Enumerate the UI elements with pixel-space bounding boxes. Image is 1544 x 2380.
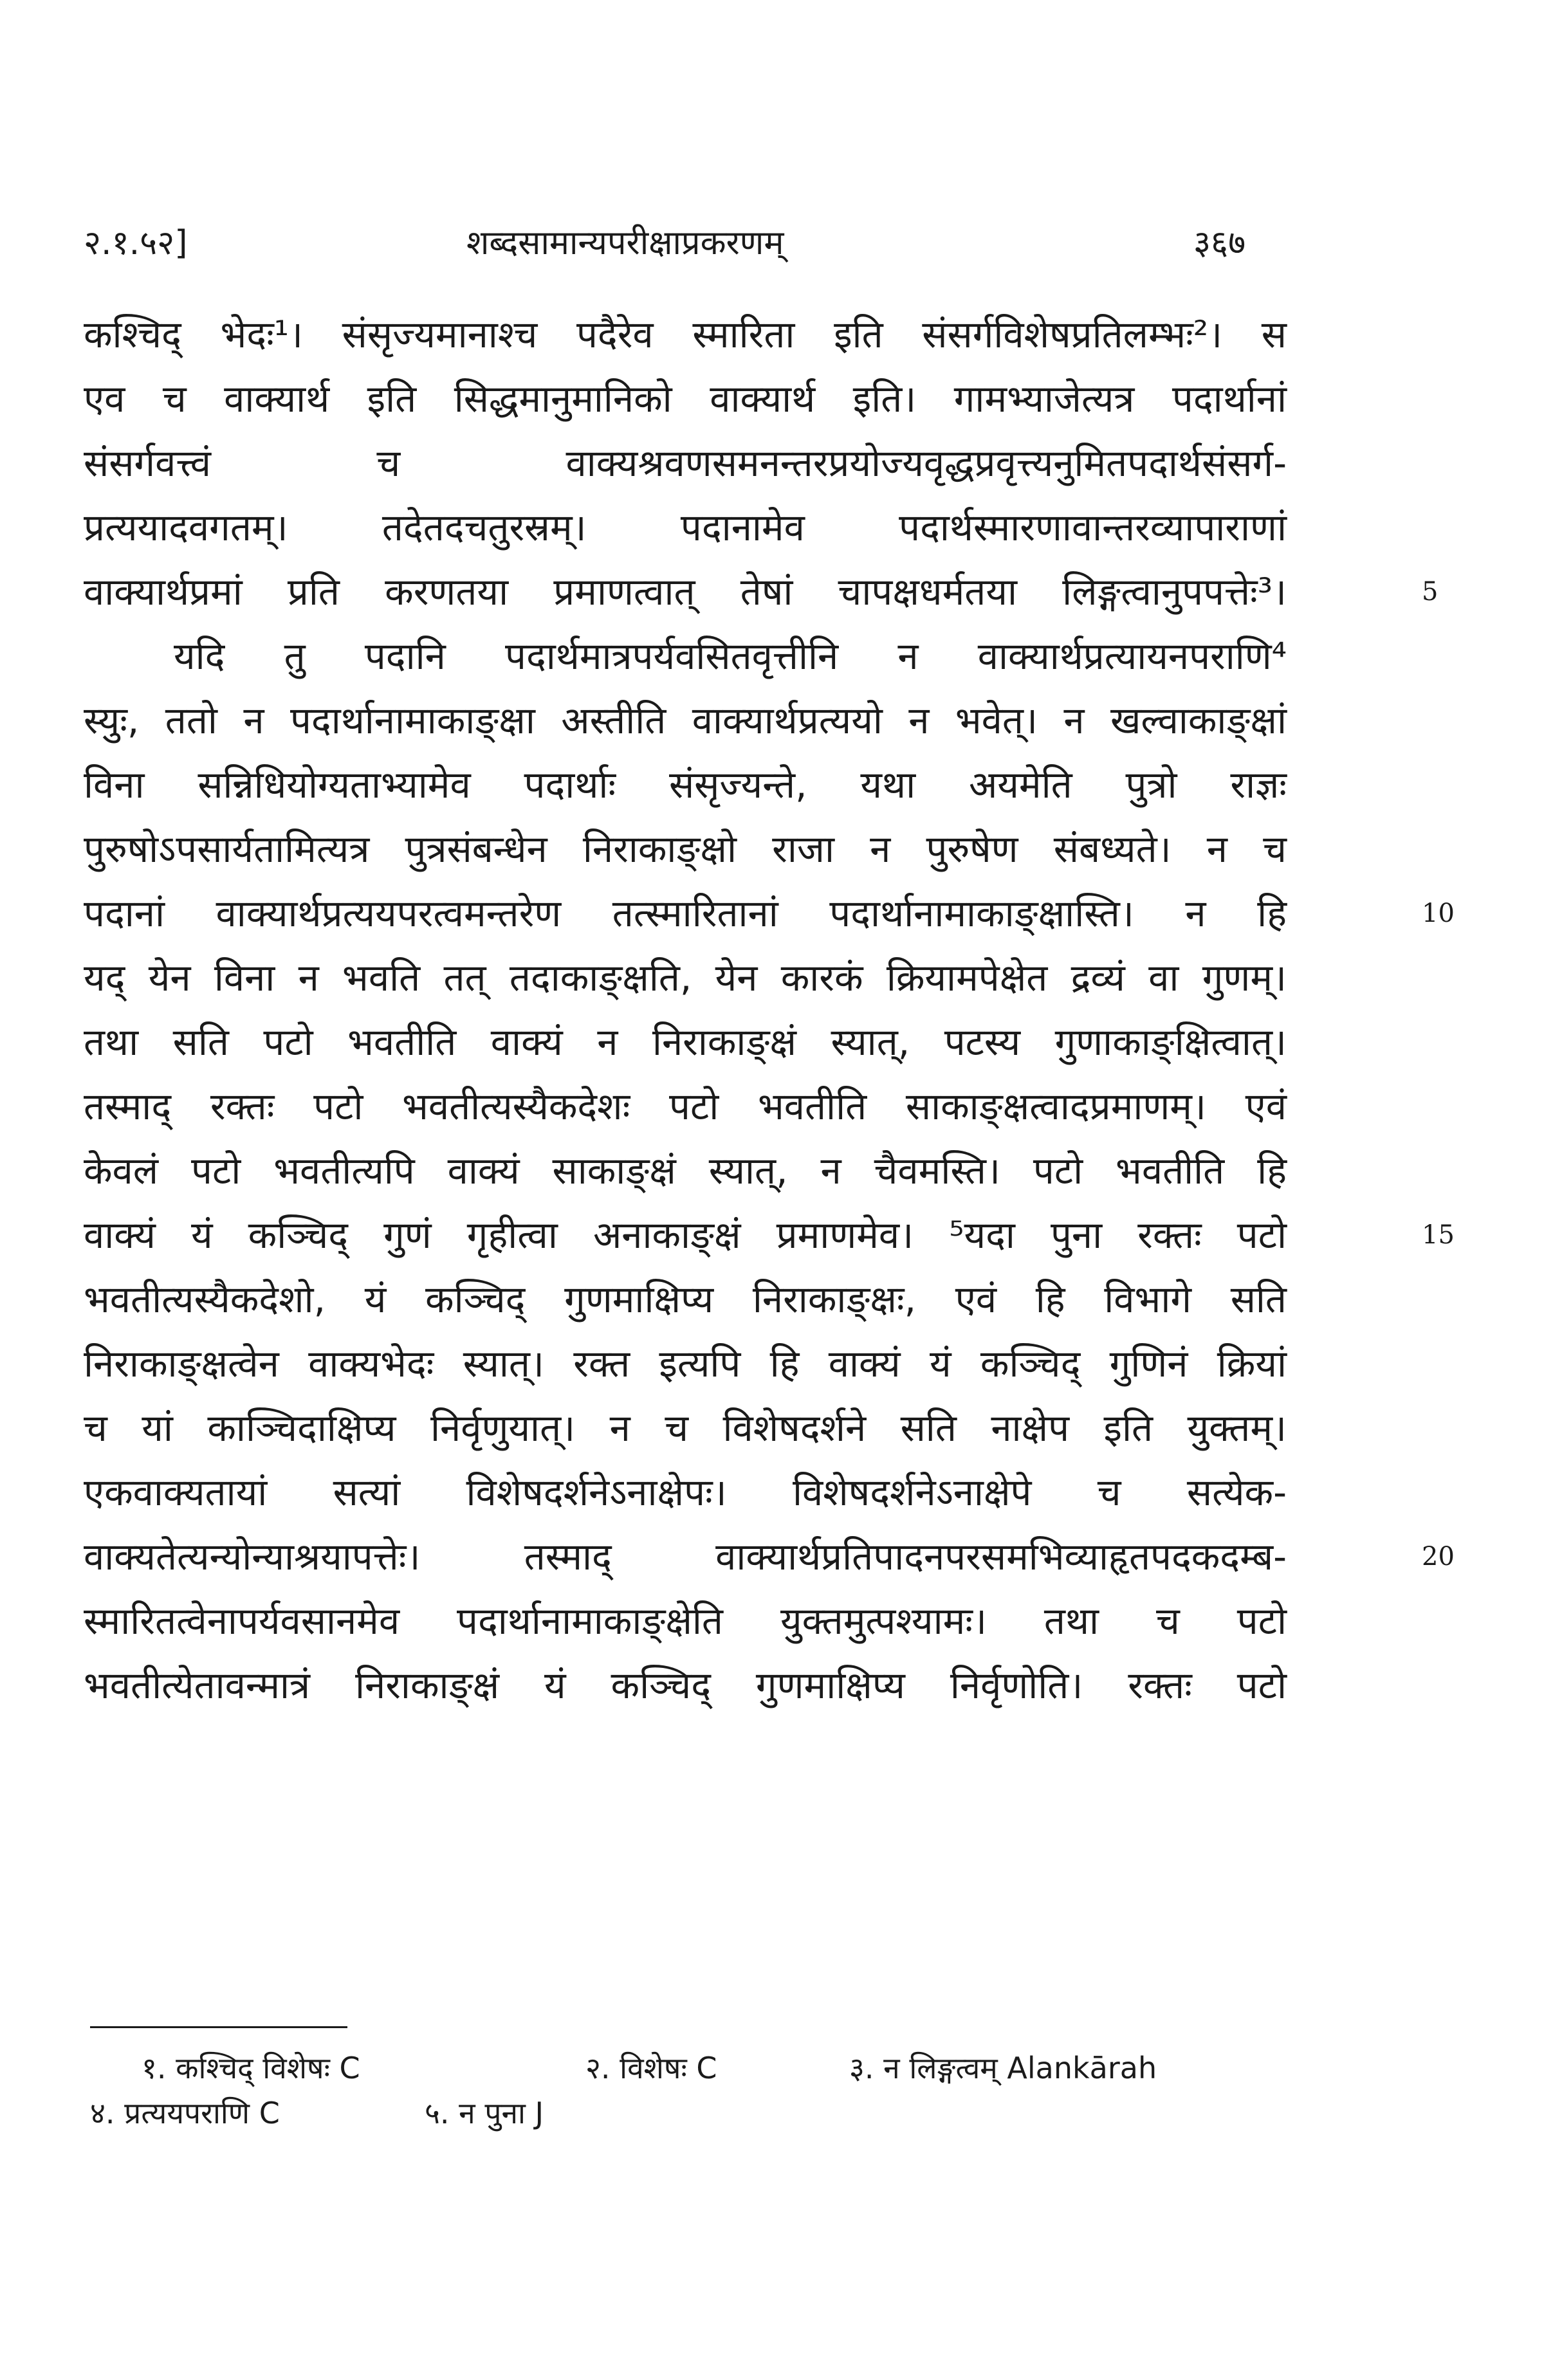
text-line: वाक्यतेत्यन्योन्याश्रयापत्तेः। तस्माद् वाक्यार्थप्रतिपादनपरसमभिव्याहृतपदकदम्ब- 20 bbox=[84, 1524, 1287, 1589]
text-line bbox=[84, 753, 1287, 817]
text-line: वाक्यं यं कञ्चिद् गुणं गृहीत्वा अनाकाङ्क्षं प्रमाणमेव। ⁵यदा पुना रक्तः पटो 15 bbox=[84, 1203, 1287, 1267]
text-line-content: स्युः, ततो न पदार्थानामाकाङ्क्षा अस्तीति वाक्यार्थप्रत्ययो न भवेत्। न खल्वाकाङ्क्षां bbox=[84, 699, 1287, 742]
running-header bbox=[0, 219, 1544, 270]
text-line bbox=[84, 817, 1287, 881]
text-line-content: प्रत्ययादवगतम्। तदेतदचतुरस्रम्। पदानामेव पदार्थस्मारणावान्तरव्यापाराणां bbox=[84, 506, 1287, 549]
text-line-content: स्मारितत्वेनापर्यवसानमेव पदार्थानामाकाङ्क्षेति युक्तमुत्पश्यामः। तथा च पटो bbox=[84, 1599, 1287, 1643]
text-line: पदानां वाक्यार्थप्रत्ययपरत्वमन्तरेण तत्स्मारितानां पदार्थानामाकाङ्क्षास्ति। न हि 10 bbox=[84, 881, 1287, 946]
text-line-content: एकवाक्यतायां सत्यां विशेषदर्शनेऽनाक्षेपः। विशेषदर्शनेऽनाक्षेपे च सत्येक- bbox=[84, 1470, 1287, 1514]
text-line-content: तथा सति पटो भवतीति वाक्यं न निराकाङ्क्षं स्यात्, पटस्य गुणाकाङ्क्षित्वात्। bbox=[84, 1020, 1287, 1064]
text-line-content: कश्चिद् भेदः¹। संसृज्यमानाश्च पदैरेव स्मारिता इति संसर्गविशेषप्रतिलम्भः²। स bbox=[84, 313, 1287, 356]
text-line-content: तस्माद् रक्तः पटो भवतीत्यस्यैकदेशः पटो भवतीति साकाङ्क्षत्वादप्रमाणम्। एवं bbox=[84, 1085, 1287, 1128]
main-text bbox=[84, 302, 1455, 1717]
text-line-content: वाक्यं यं कञ्चिद् गुणं गृहीत्वा अनाकाङ्क्षं प्रमाणमेव। ⁵यदा पुना रक्तः पटो bbox=[84, 1213, 1287, 1257]
running-title: शब्दसामान्यपरीक्षाप्रकरणम् bbox=[466, 224, 784, 262]
text-line-content: विना सन्निधियोग्यताभ्यामेव पदार्थाः संसृज्यन्ते, यथा अयमेति पुत्रो राज्ञः bbox=[84, 763, 1287, 807]
text-line bbox=[84, 1074, 1287, 1139]
text-line bbox=[84, 1139, 1287, 1203]
text-line-content: पुरुषोऽपसार्यतामित्यत्र पुत्रसंबन्धेन निराकाङ्क्षो राजा न पुरुषेण संबध्यते। न च bbox=[84, 827, 1287, 871]
footnotes bbox=[90, 2046, 1312, 2136]
text-line bbox=[84, 624, 1287, 688]
text-line bbox=[84, 946, 1287, 1010]
footnote-5: ५. न पुना J bbox=[425, 2096, 544, 2130]
text-line-content: केवलं पटो भवतीत्यपि वाक्यं साकाङ्क्षं स्यात्, न चैवमस्ति। पटो भवतीति हि bbox=[84, 1149, 1287, 1193]
text-line bbox=[84, 367, 1287, 431]
text-line bbox=[84, 1396, 1287, 1460]
text-line-content: यदि तु पदानि पदार्थमात्रपर्यवसितवृत्तीनि न वाक्यार्थप्रत्यायनपराणि⁴ bbox=[174, 634, 1287, 678]
text-line-content: एव च वाक्यार्थ इति सिद्धमानुमानिको वाक्यार्थ इति। गामभ्याजेत्यत्र पदार्थानां bbox=[84, 377, 1287, 421]
footnote-3: ३. न लिङ्गत्वम् Alankārah bbox=[849, 2051, 1157, 2085]
text-line bbox=[84, 688, 1287, 753]
text-line bbox=[84, 1010, 1287, 1074]
page-number: ३६७ bbox=[1193, 224, 1246, 262]
text-line bbox=[84, 1267, 1287, 1332]
text-line-content: संसर्गवत्त्वं च वाक्यश्रवणसमनन्तरप्रयोज्यवृद्धप्रवृत्त्यनुमितपदार्थसंसर्ग- bbox=[84, 441, 1287, 485]
text-line bbox=[84, 1332, 1287, 1396]
text-line-content: निराकाङ्क्षत्वेन वाक्यभेदः स्यात्। रक्त इत्यपि हि वाक्यं यं कञ्चिद् गुणिनं क्रियां bbox=[84, 1342, 1287, 1386]
footnote-rule bbox=[90, 2026, 347, 2028]
footnote-4: ४. प्रत्ययपराणि C bbox=[90, 2096, 280, 2130]
footnote-1: १. कश्चिद् विशेषः C bbox=[142, 2051, 360, 2085]
text-line-content: भवतीत्येतावन्मात्रं निराकाङ्क्षं यं कञ्चिद् गुणमाक्षिप्य निर्वृणोति। रक्तः पटो bbox=[84, 1663, 1287, 1707]
text-line bbox=[84, 1460, 1287, 1524]
text-line-content: वाक्यतेत्यन्योन्याश्रयापत्तेः। तस्माद् वाक्यार्थप्रतिपादनपरसमभिव्याहृतपदकदम्ब- bbox=[84, 1535, 1287, 1579]
text-line bbox=[84, 431, 1287, 495]
text-line-content: भवतीत्यस्यैकदेशो, यं कञ्चिद् गुणमाक्षिप्य निराकाङ्क्षः, एवं हि विभागे सति bbox=[84, 1277, 1287, 1321]
section-number: २.१.५२] bbox=[84, 224, 188, 262]
text-line-content: पदानां वाक्यार्थप्रत्ययपरत्वमन्तरेण तत्स्मारितानां पदार्थानामाकाङ्क्षास्ति। न हि bbox=[84, 892, 1287, 935]
text-line-content: यद् येन विना न भवति तत् तदाकाङ्क्षति, येन कारकं क्रियामपेक्षेत द्रव्यं वा गुणम्। bbox=[84, 956, 1287, 1000]
footnote-2: २. विशेषः C bbox=[585, 2051, 717, 2085]
text-line bbox=[84, 495, 1287, 560]
text-line bbox=[84, 1589, 1287, 1653]
text-line-content: वाक्यार्थप्रमां प्रति करणतया प्रमाणत्वात् तेषां चापक्षधर्मतया लिङ्गत्वानुपपत्तेः³। bbox=[84, 570, 1287, 614]
text-line bbox=[84, 302, 1287, 367]
text-line-content: च यां काञ्चिदाक्षिप्य निर्वृणुयात्। न च विशेषदर्शने सति नाक्षेप इति युक्तम्। bbox=[84, 1406, 1287, 1450]
text-line: वाक्यार्थप्रमां प्रति करणतया प्रमाणत्वात् तेषां चापक्षधर्मतया लिङ्गत्वानुपपत्तेः³। 5 bbox=[84, 560, 1287, 624]
text-line bbox=[84, 1653, 1287, 1717]
